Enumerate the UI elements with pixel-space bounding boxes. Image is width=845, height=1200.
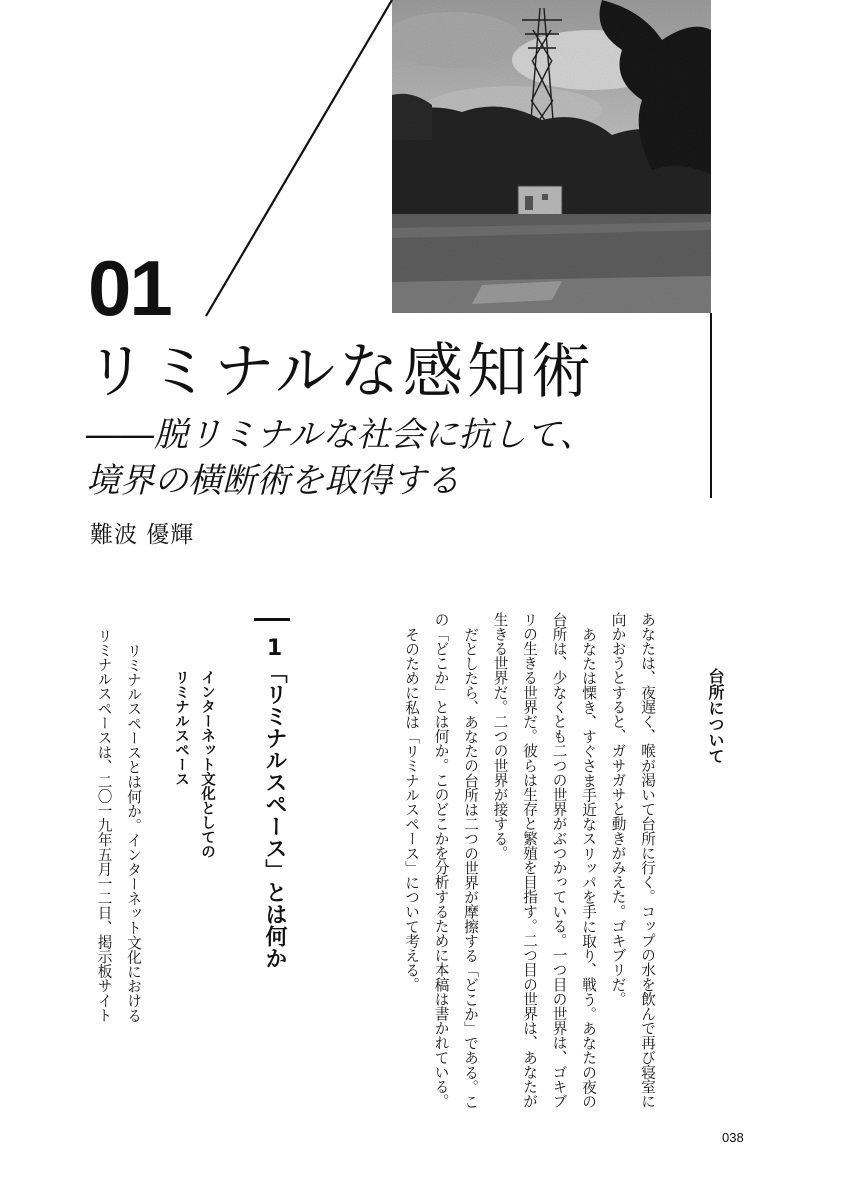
page-number: 038 <box>722 1130 744 1145</box>
section-marker-bar <box>254 618 290 621</box>
chapter-subtitle-line-1: ――脱リミナルな社会に抗して、 <box>86 415 594 455</box>
author-name: 難波 優輝 <box>90 522 195 548</box>
section-subheading-line-2: リミナルスペース <box>173 670 189 786</box>
section-subheading <box>160 670 220 910</box>
chapter-subtitle <box>86 412 594 504</box>
chapter-subtitle-line-2: 境界の横断術を取得する <box>86 461 460 501</box>
intro-paragraph-3: だとしたら、あなたの台所は二つの世界が摩擦する「どこか」である。この「どこか」とは何か。このどこかを分析するために本稿は書かれている。 <box>432 612 479 1109</box>
section-paragraph-2: リミナルスペースは、二〇一九年五月一二日、掲示板サイト <box>95 628 113 1023</box>
chapter-title: リミナルな感知術 <box>86 337 595 407</box>
intro-heading: 台所について <box>706 668 725 764</box>
intro-text-column <box>332 612 662 1112</box>
section-heading: 1「リミナルスペース」とは何か <box>262 636 287 969</box>
intro-paragraph-2: あなたは慄き、すぐさま手近なスリッパを手に取り、戦う。あなたの夜の台所は、少なくとも二つの世界がぶつかっている。一つ目の世界は、ゴキブリの生きる世界だ。彼らは生存と繁殖を目指す。二つ目の世界は、あなたが生きる世界だ。二つの世界が接する。 <box>491 612 597 1109</box>
section-subheading-line-1: インターネット文化としての <box>199 670 215 859</box>
section-paragraph-1: リミナルスペースとは何か。インターネット文化における <box>125 642 142 1023</box>
intro-paragraph-1: あなたは、夜遅く、喉が渇いて台所に行く。コップの水を飲んで再び寝室に向かおうとすると、ガサガサと動きがみえた。ゴキブリだ。 <box>609 612 656 1109</box>
intro-paragraph-4: そのために私は「リミナルスペース」について考える。 <box>403 626 420 992</box>
chapter-number: 01 <box>88 244 171 332</box>
section-text-column <box>84 628 148 1128</box>
decorative-vertical-rule <box>710 313 712 498</box>
